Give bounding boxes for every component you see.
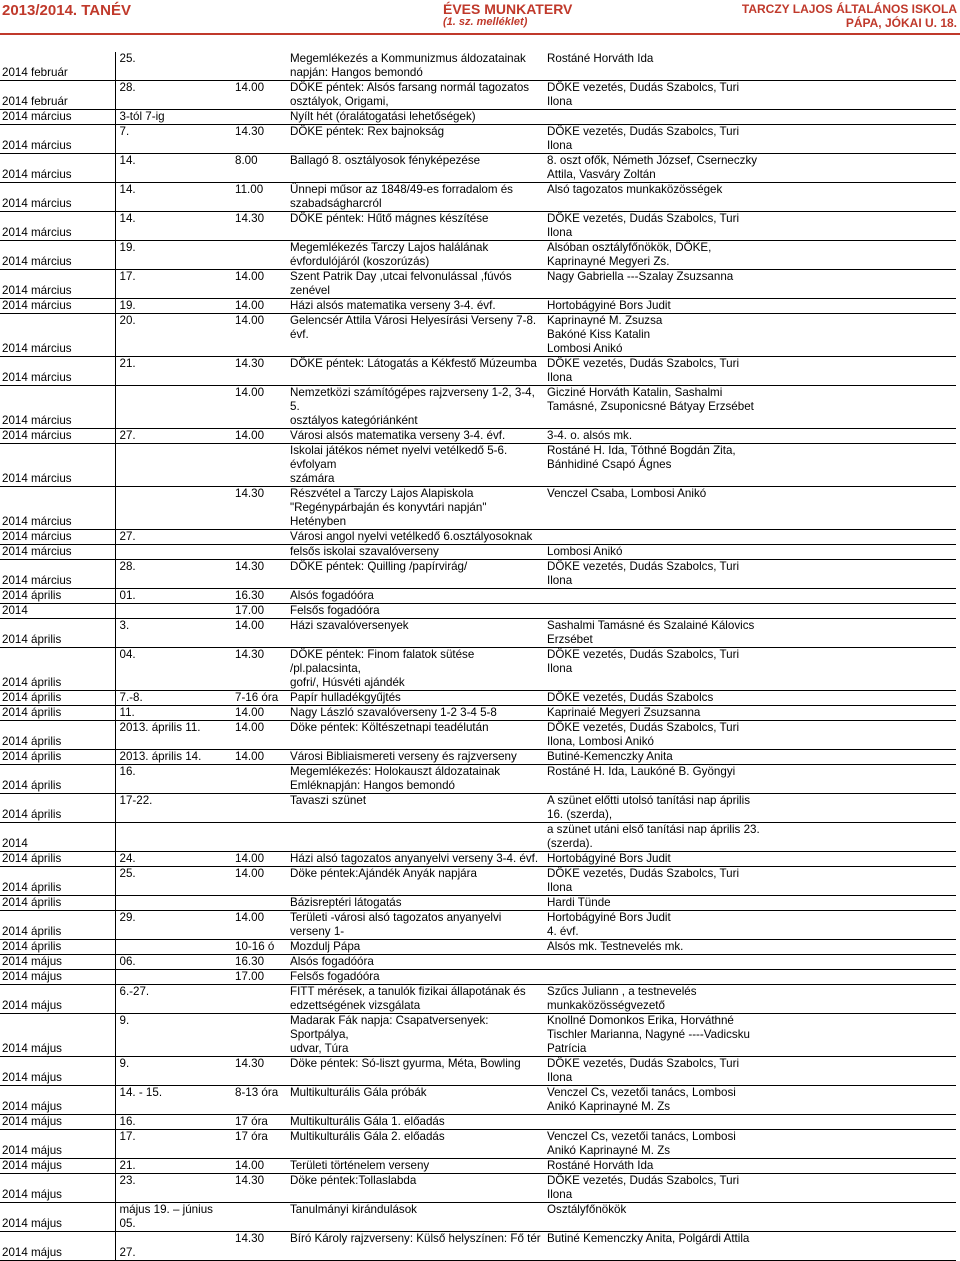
responsible-cell: Rostáné H. Ida, Laukóné B. Gyöngyi [545, 765, 956, 794]
event-cell: Városi angol nyelvi vetélkedő 6.osztályosoknak [288, 530, 545, 545]
event-cell: DÖKE péntek: Rex bajnokság [288, 125, 545, 154]
responsible-cell: DÖKE vezetés, Dudás Szabolcs, Turi Ilona [545, 357, 956, 386]
time-cell: 14.00 [231, 314, 288, 357]
day-cell [115, 970, 231, 985]
month-cell: 2014 március [0, 444, 115, 487]
responsible-cell: Rostáné Horváth Ida [545, 52, 956, 81]
event-cell: Döke péntek:Ajándék Anyák napjára [288, 867, 545, 896]
time-cell: 14.00 [231, 750, 288, 765]
day-cell [115, 604, 231, 619]
schedule-row [0, 619, 956, 648]
month-cell: 2014 május [0, 1130, 115, 1159]
schedule-row [0, 1057, 956, 1086]
schedule-row [0, 823, 956, 852]
event-cell: Házi alsó tagozatos anyanyelvi verseny 3-4. évf. [288, 852, 545, 867]
event-cell: Döke péntek: Költészetnapi teadélután [288, 721, 545, 750]
month-cell: 2014 április [0, 765, 115, 794]
time-cell [231, 823, 288, 852]
schedule-row [0, 852, 956, 867]
month-cell: 2014 március [0, 299, 115, 314]
month-cell: 2014 március [0, 183, 115, 212]
event-cell [288, 823, 545, 852]
schedule-row [0, 183, 956, 212]
event-cell: Szent Patrik Day ,utcai felvonulással ,fúvós zenével [288, 270, 545, 299]
event-cell: Bázisreptéri látogatás [288, 896, 545, 911]
schedule-row [0, 765, 956, 794]
time-cell [231, 985, 288, 1014]
day-cell: 19. [115, 299, 231, 314]
event-cell: Iskolai játékos német nyelvi vetélkedő 5-6. évfolyam számára [288, 444, 545, 487]
event-cell: Alsós fogadóóra [288, 955, 545, 970]
month-cell: 2014 március [0, 530, 115, 545]
schedule-row [0, 648, 956, 691]
responsible-cell: Hardi Tünde [545, 896, 956, 911]
schedule-row [0, 867, 956, 896]
day-cell: május 19. – június 05. [115, 1203, 231, 1232]
event-cell: Városi Bibliaismereti verseny és rajzverseny [288, 750, 545, 765]
month-cell: 2014 március [0, 429, 115, 444]
time-cell: 14.00 [231, 911, 288, 940]
responsible-cell: Alsó tagozatos munkaközösségek [545, 183, 956, 212]
day-cell [115, 823, 231, 852]
event-cell: Alsós fogadóóra [288, 589, 545, 604]
responsible-cell: Venczel Cs, vezetői tanács, Lombosi Anikó Kaprinayné M. Zs [545, 1086, 956, 1115]
month-cell: 2014 február [0, 81, 115, 110]
responsible-cell: DÖKE vezetés, Dudás Szabolcs, Turi Ilona [545, 81, 956, 110]
schedule-row [0, 530, 956, 545]
month-cell: 2014 március [0, 487, 115, 530]
time-cell [231, 110, 288, 125]
day-cell: 29. [115, 911, 231, 940]
time-cell [231, 241, 288, 270]
schedule-row [0, 985, 956, 1014]
month-cell: 2014 március [0, 386, 115, 429]
event-cell: Megemlékezés a Kommunizmus áldozatainak napján: Hangos bemondó [288, 52, 545, 81]
responsible-cell: DÖKE vezetés, Dudás Szabolcs, Turi Ilona [545, 125, 956, 154]
responsible-cell: Alsóban osztályfőnökök, DÖKE, Kaprinayné Megyeri Zs. [545, 241, 956, 270]
month-cell: 2014 április [0, 896, 115, 911]
schedule-row [0, 241, 956, 270]
day-cell [115, 386, 231, 429]
time-cell [231, 765, 288, 794]
event-cell: DÖKE péntek: Finom falatok sütése /pl.palacsinta, gofri/, Húsvéti ajándék [288, 648, 545, 691]
time-cell: 8.00 [231, 154, 288, 183]
month-cell: 2014 március [0, 545, 115, 560]
responsible-cell: DÖKE vezetés, Dudás Szabolcs, Turi Ilona [545, 560, 956, 589]
time-cell: 14.30 [231, 560, 288, 589]
time-cell [231, 794, 288, 823]
schedule-row [0, 940, 956, 955]
month-cell: 2014 március [0, 357, 115, 386]
responsible-cell: Lombosi Anikó [545, 545, 956, 560]
day-cell [115, 545, 231, 560]
time-cell: 14.30 [231, 1174, 288, 1203]
time-cell [231, 896, 288, 911]
schedule-row [0, 1174, 956, 1203]
time-cell: 14.00 [231, 1159, 288, 1174]
time-cell: 16.30 [231, 589, 288, 604]
responsible-cell: Rostáné H. Ida, Tóthné Bogdán Zita, Bánhidiné Csapó Ágnes [545, 444, 956, 487]
month-cell: 2014 március [0, 270, 115, 299]
day-cell: 19. [115, 241, 231, 270]
event-cell: Megemlékezés: Holokauszt áldozatainak Emléknapján: Hangos bemondó [288, 765, 545, 794]
time-cell: 14.00 [231, 619, 288, 648]
responsible-cell [545, 589, 956, 604]
day-cell: 14. [115, 183, 231, 212]
event-cell: Multikulturális Gála 1. előadás [288, 1115, 545, 1130]
day-cell: 27. [115, 530, 231, 545]
event-cell: Madarak Fák napja: Csapatversenyek: Sportpálya, udvar, Túra [288, 1014, 545, 1057]
day-cell: 28. [115, 81, 231, 110]
header-divider [0, 33, 960, 35]
schedule-row [0, 560, 956, 589]
responsible-cell: DÖKE vezetés, Dudás Szabolcs, Turi Ilona [545, 867, 956, 896]
responsible-cell: DÖKE vezetés, Dudás Szabolcs, Turi Ilona [545, 1174, 956, 1203]
time-cell: 17.00 [231, 970, 288, 985]
time-cell [231, 444, 288, 487]
time-cell: 10-16 ó [231, 940, 288, 955]
schedule-row [0, 154, 956, 183]
time-cell: 17.00 [231, 604, 288, 619]
schedule-table [0, 52, 956, 1261]
month-cell: 2014 május [0, 1086, 115, 1115]
responsible-cell: Nagy Gabriella ---Szalay Zsuzsanna [545, 270, 956, 299]
school-name: TARCZY LAJOS ÁLTALÁNOS ISKOLA [741, 2, 957, 16]
schedule-row [0, 487, 956, 530]
day-cell [115, 896, 231, 911]
day-cell: 3. [115, 619, 231, 648]
time-cell: 14.00 [231, 721, 288, 750]
time-cell: 7-16 óra [231, 691, 288, 706]
month-cell: 2014 március [0, 314, 115, 357]
schedule-row [0, 212, 956, 241]
month-cell: 2014 április [0, 911, 115, 940]
time-cell: 14.00 [231, 270, 288, 299]
schedule-row [0, 545, 956, 560]
event-cell: Multikulturális Gála próbák [288, 1086, 545, 1115]
month-cell: 2014 május [0, 955, 115, 970]
event-cell: Gelencsér Attila Városi Helyesírási Verseny 7-8. évf. [288, 314, 545, 357]
month-cell: 2014 május [0, 985, 115, 1014]
day-cell: 21. [115, 357, 231, 386]
schedule-row [0, 970, 956, 985]
responsible-cell: Szűcs Juliann , a testnevelés munkaközösségvezető [545, 985, 956, 1014]
day-cell: 17. [115, 270, 231, 299]
time-cell: 11.00 [231, 183, 288, 212]
month-cell: 2014 április [0, 750, 115, 765]
month-cell: 2014 március [0, 154, 115, 183]
month-cell: 2014 április [0, 589, 115, 604]
responsible-cell: DÖKE vezetés, Dudás Szabolcs, Turi Ilona [545, 1057, 956, 1086]
schedule-row [0, 750, 956, 765]
schedule-row [0, 299, 956, 314]
time-cell: 14.00 [231, 867, 288, 896]
event-cell: Területi -városi alsó tagozatos anyanyelvi verseny 1- [288, 911, 545, 940]
day-cell: 16. [115, 765, 231, 794]
schedule-row [0, 589, 956, 604]
time-cell: 14.30 [231, 648, 288, 691]
schedule-row [0, 1232, 956, 1261]
day-cell: 20. [115, 314, 231, 357]
month-cell: 2014 május [0, 1057, 115, 1086]
month-cell: 2014 március [0, 110, 115, 125]
schedule-row [0, 110, 956, 125]
schedule-row [0, 81, 956, 110]
event-cell: Mozdulj Pápa [288, 940, 545, 955]
month-cell: 2014 május [0, 1115, 115, 1130]
time-cell: 8-13 óra [231, 1086, 288, 1115]
day-cell: 2013. április 11. [115, 721, 231, 750]
day-cell: 9. [115, 1014, 231, 1057]
day-cell: 04. [115, 648, 231, 691]
responsible-cell: Butiné-Kemenczky Anita [545, 750, 956, 765]
month-cell: 2014 május [0, 1159, 115, 1174]
time-cell [231, 545, 288, 560]
event-cell: Házi szavalóversenyek [288, 619, 545, 648]
time-cell [231, 1014, 288, 1057]
month-cell: 2014 április [0, 706, 115, 721]
schedule-row [0, 429, 956, 444]
responsible-cell: Hortobágyiné Bors Judit 4. évf. [545, 911, 956, 940]
month-cell: 2014 március [0, 560, 115, 589]
event-cell: Házi alsós matematika verseny 3-4. évf. [288, 299, 545, 314]
responsible-cell: 8. oszt ofők, Németh József, Cserneczky Attila, Vasváry Zoltán [545, 154, 956, 183]
responsible-cell: Hortobágyiné Bors Judit [545, 852, 956, 867]
event-cell: DÖKE péntek: Alsós farsang normál tagozatos osztályok, Origami, [288, 81, 545, 110]
month-cell: 2014 április [0, 852, 115, 867]
event-cell: Döke péntek: Só-liszt gyurma, Méta, Bowling [288, 1057, 545, 1086]
schedule-row [0, 1115, 956, 1130]
event-cell: Felsős fogadóóra [288, 970, 545, 985]
time-cell: 17 óra [231, 1115, 288, 1130]
event-cell: Területi történelem verseny [288, 1159, 545, 1174]
day-cell [115, 444, 231, 487]
day-cell: 28. [115, 560, 231, 589]
day-cell: 27. [115, 429, 231, 444]
schedule-row [0, 1014, 956, 1057]
responsible-cell: Venczel Cs, vezetői tanács, Lombosi Anikó Kaprinayné M. Zs [545, 1130, 956, 1159]
event-cell: Nagy László szavalóverseny 1-2 3-4 5-8 [288, 706, 545, 721]
day-cell [115, 940, 231, 955]
time-cell: 14.30 [231, 487, 288, 530]
responsible-cell: 3-4. o. alsós mk. [545, 429, 956, 444]
responsible-cell [545, 955, 956, 970]
schedule-row [0, 444, 956, 487]
schedule-row [0, 794, 956, 823]
day-cell: 24. [115, 852, 231, 867]
time-cell: 14.00 [231, 386, 288, 429]
month-cell: 2014 május [0, 970, 115, 985]
day-cell: 17. [115, 1130, 231, 1159]
month-cell: 2014 április [0, 619, 115, 648]
schedule-row [0, 125, 956, 154]
month-cell: 2014 [0, 604, 115, 619]
responsible-cell: Knollné Domonkos Erika, Horváthné Tischler Marianna, Nagyné ----Vadicsku Patrícia [545, 1014, 956, 1057]
month-cell: 2014 május [0, 1203, 115, 1232]
schedule-row [0, 691, 956, 706]
month-cell: 2014 május [0, 1232, 115, 1261]
responsible-cell: Osztályfőnökök [545, 1203, 956, 1232]
time-cell: 14.30 [231, 125, 288, 154]
month-cell: 2014 április [0, 648, 115, 691]
month-cell: 2014 március [0, 241, 115, 270]
time-cell [231, 530, 288, 545]
schedule-row [0, 896, 956, 911]
time-cell: 14.30 [231, 212, 288, 241]
time-cell: 14.00 [231, 852, 288, 867]
schedule-row [0, 1086, 956, 1115]
day-cell: 06. [115, 955, 231, 970]
day-cell: 25. [115, 867, 231, 896]
month-cell: 2014 április [0, 691, 115, 706]
month-cell: 2014 február [0, 52, 115, 81]
day-cell: 17-22. [115, 794, 231, 823]
responsible-cell: Gicziné Horváth Katalin, Sashalmi Tamásné, Zsuponicsné Bátyay Erzsébet [545, 386, 956, 429]
responsible-cell [545, 1115, 956, 1130]
day-cell: 16. [115, 1115, 231, 1130]
school-address: PÁPA, JÓKAI U. 18. [845, 16, 957, 30]
page-header [0, 0, 960, 34]
event-cell: DÖKE péntek: Látogatás a Kékfestő Múzeumba [288, 357, 545, 386]
schedule-row [0, 52, 956, 81]
day-cell: 3-tól 7-ig [115, 110, 231, 125]
responsible-cell [545, 604, 956, 619]
responsible-cell: Venczel Csaba, Lombosi Anikó [545, 487, 956, 530]
day-cell: 14. [115, 154, 231, 183]
day-cell: 14. - 15. [115, 1086, 231, 1115]
time-cell [231, 1203, 288, 1232]
responsible-cell: Sashalmi Tamásné és Szalainé Kálovics Erzsébet [545, 619, 956, 648]
month-cell: 2014 április [0, 867, 115, 896]
event-cell: Felsős fogadóóra [288, 604, 545, 619]
responsible-cell: Kaprinayné M. Zsuzsa Bakóné Kiss Katalin Lombosi Anikó [545, 314, 956, 357]
time-cell: 14.00 [231, 706, 288, 721]
month-cell: 2014 április [0, 794, 115, 823]
event-cell: Papír hulladékgyűjtés [288, 691, 545, 706]
event-cell: Megemlékezés Tarczy Lajos halálának évfordulójáról (koszorúzás) [288, 241, 545, 270]
event-cell: Bíró Károly rajzverseny: Külső helyszínen: Fő tér [288, 1232, 545, 1261]
responsible-cell: DÖKE vezetés, Dudás Szabolcs, Turi Ilona [545, 212, 956, 241]
schedule-row [0, 706, 956, 721]
event-cell: Tanulmányi kirándulások [288, 1203, 545, 1232]
event-cell: Nyílt hét (óralátogatási lehetőségek) [288, 110, 545, 125]
event-cell: DÖKE péntek: Quilling /papírvirág/ [288, 560, 545, 589]
responsible-cell: Kaprinaié Megyeri Zsuzsanna [545, 706, 956, 721]
event-cell: Döke péntek:Tollaslabda [288, 1174, 545, 1203]
event-cell: felsős iskolai szavalóverseny [288, 545, 545, 560]
document-title: ÉVES MUNKATERV [443, 1, 573, 17]
day-cell: 21. [115, 1159, 231, 1174]
event-cell: Részvétel a Tarczy Lajos Alapiskola "Regénypárbaján és konyvtári napján" Hetényben [288, 487, 545, 530]
month-cell: 2014 [0, 823, 115, 852]
month-cell: 2014 április [0, 940, 115, 955]
schedule-row [0, 955, 956, 970]
schedule-row [0, 270, 956, 299]
schedule-body [0, 52, 956, 1261]
day-cell: 7. [115, 125, 231, 154]
schedule-row [0, 357, 956, 386]
event-cell: Ballagó 8. osztályosok fényképezése [288, 154, 545, 183]
schedule-row [0, 1203, 956, 1232]
day-cell: 11. [115, 706, 231, 721]
day-cell: 14. [115, 212, 231, 241]
time-cell: 17 óra [231, 1130, 288, 1159]
day-cell: 23. [115, 1174, 231, 1203]
responsible-cell: A szünet előtti utolsó tanítási nap április 16. (szerda), [545, 794, 956, 823]
event-cell: Tavaszi szünet [288, 794, 545, 823]
responsible-cell [545, 970, 956, 985]
time-cell: 14.30 [231, 357, 288, 386]
schedule-row [0, 721, 956, 750]
month-cell: 2014 május [0, 1174, 115, 1203]
schedule-row [0, 1159, 956, 1174]
responsible-cell: a szünet utáni első tanítási nap április 23. (szerda). [545, 823, 956, 852]
day-cell: 9. [115, 1057, 231, 1086]
time-cell: 14.30 [231, 1057, 288, 1086]
month-cell: 2014 április [0, 721, 115, 750]
responsible-cell: Hortobágyiné Bors Judit [545, 299, 956, 314]
month-cell: 2014 március [0, 125, 115, 154]
event-cell: Nemzetközi számítógépes rajzverseny 1-2, 3-4, 5. osztályos kategóriánként [288, 386, 545, 429]
time-cell: 14.30 [231, 1232, 288, 1261]
day-cell: 25. [115, 52, 231, 81]
responsible-cell: DÖKE vezetés, Dudás Szabolcs, Turi Ilona [545, 648, 956, 691]
day-cell: 01. [115, 589, 231, 604]
schedule-row [0, 314, 956, 357]
time-cell: 14.00 [231, 81, 288, 110]
event-cell: Városi alsós matematika verseny 3-4. évf. [288, 429, 545, 444]
schedule-row [0, 1130, 956, 1159]
event-cell: FITT mérések, a tanulók fizikai állapotának és edzettségének vizsgálata [288, 985, 545, 1014]
month-cell: 2014 március [0, 212, 115, 241]
schedule-row [0, 911, 956, 940]
time-cell [231, 52, 288, 81]
schedule-row [0, 604, 956, 619]
responsible-cell [545, 110, 956, 125]
school-year: 2013/2014. TANÉV [2, 2, 131, 19]
event-cell: Ünnepi műsor az 1848/49-es forradalom és szabadságharcról [288, 183, 545, 212]
responsible-cell: Rostáné Horváth Ida [545, 1159, 956, 1174]
time-cell: 14.00 [231, 429, 288, 444]
day-cell: 7.-8. [115, 691, 231, 706]
responsible-cell [545, 530, 956, 545]
day-cell [115, 487, 231, 530]
time-cell: 14.00 [231, 299, 288, 314]
month-cell: 2014 május [0, 1014, 115, 1057]
day-cell: 27. [115, 1232, 231, 1261]
responsible-cell: DÖKE vezetés, Dudás Szabolcs [545, 691, 956, 706]
responsible-cell: DÖKE vezetés, Dudás Szabolcs, Turi Ilona, Lombosi Anikó [545, 721, 956, 750]
document-subtitle: (1. sz. melléklet) [443, 16, 528, 28]
responsible-cell: Butiné Kemenczky Anita, Polgárdi Attila [545, 1232, 956, 1261]
responsible-cell: Alsós mk. Testnevelés mk. [545, 940, 956, 955]
schedule-row [0, 386, 956, 429]
day-cell: 2013. április 14. [115, 750, 231, 765]
day-cell: 6.-27. [115, 985, 231, 1014]
event-cell: Multikulturális Gála 2. előadás [288, 1130, 545, 1159]
time-cell: 16.30 [231, 955, 288, 970]
event-cell: DÖKE péntek: Hűtő mágnes készítése [288, 212, 545, 241]
